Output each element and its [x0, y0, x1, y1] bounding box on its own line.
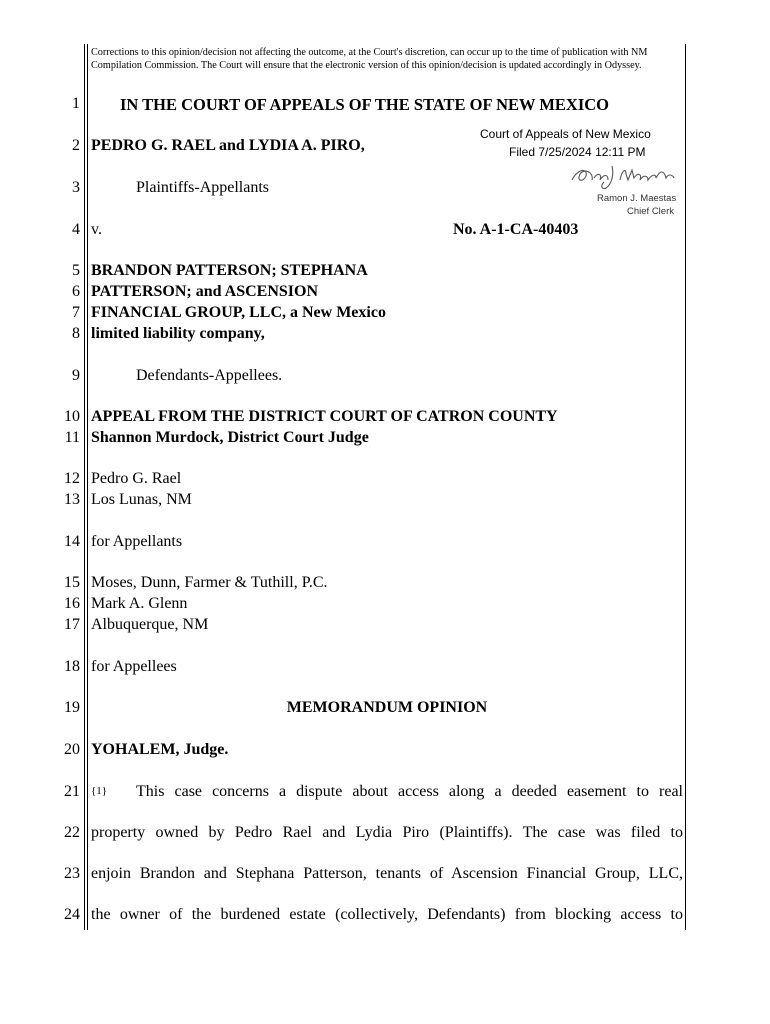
defendants-line: PATTERSON; and ASCENSION [91, 283, 319, 300]
line-number: 20 [64, 741, 80, 758]
opinion-heading: MEMORANDUM OPINION [286, 699, 488, 716]
appellee-counsel-attorney: Mark A. Glenn [91, 595, 188, 612]
line-number: 9 [72, 367, 80, 384]
clerk-title: Chief Clerk [627, 206, 674, 217]
defendants-line: limited liability company, [91, 325, 265, 342]
line-number: 18 [64, 658, 80, 675]
district-judge-line: Shannon Murdock, District Court Judge [91, 429, 369, 446]
left-margin-rule-inner [87, 44, 88, 930]
line-number: 4 [72, 221, 80, 238]
appellee-counsel-city: Albuquerque, NM [91, 616, 209, 633]
line-number: 14 [64, 533, 80, 550]
line-number: 13 [64, 491, 80, 508]
opinion-text-line: the owner of the burdened estate (collectively, Defendants) from blocking access to [91, 906, 683, 923]
opinion-text-line: enjoin Brandon and Stephana Patterson, tenants of Ascension Financial Group, LLC, [91, 865, 683, 882]
defendants-role: Defendants-Appellees. [136, 367, 283, 384]
line-number: 12 [64, 470, 80, 487]
line-number: 15 [64, 574, 80, 591]
line-number: 16 [64, 595, 80, 612]
line-number: 8 [72, 325, 80, 342]
line-number: 21 [64, 783, 80, 800]
line-number: 11 [64, 429, 80, 446]
line-number: 19 [64, 699, 80, 716]
plaintiffs-role: Plaintiffs-Appellants [136, 179, 270, 196]
appellants-label: for Appellants [91, 533, 183, 550]
defendants-line: BRANDON PATTERSON; STEPHANA [91, 262, 368, 279]
clerk-signature-image [568, 160, 678, 192]
court-title: IN THE COURT OF APPEALS OF THE STATE OF NEW MEXICO [120, 95, 610, 114]
line-number: 17 [64, 616, 80, 633]
appellant-counsel-city: Los Lunas, NM [91, 491, 192, 508]
filing-stamp-court: Court of Appeals of New Mexico [480, 127, 651, 141]
line-number: 1 [72, 95, 80, 112]
line-number: 3 [72, 179, 80, 196]
line-number: 22 [64, 824, 80, 841]
line-number: 7 [72, 304, 80, 321]
case-number: No. A-1-CA-40403 [453, 221, 579, 238]
appellee-counsel-firm: Moses, Dunn, Farmer & Tuthill, P.C. [91, 574, 328, 591]
defendants-line: FINANCIAL GROUP, LLC, a New Mexico [91, 304, 386, 321]
left-margin-rule [84, 44, 85, 930]
opinion-text-line: property owned by Pedro Rael and Lydia Piro (Plaintiffs). The case was filed to [91, 824, 683, 841]
versus: v. [91, 221, 102, 238]
paragraph-marker: {1} [91, 785, 108, 797]
corrections-notice: Corrections to this opinion/decision not affecting the outcome, at the Court's discretion, can occur up to the time of publication with NM Compilation Commission. The Court will ensure that the electronic version of this opinion/decision is updated accordingly in Odyssey. [91, 47, 648, 71]
line-number: 23 [64, 865, 80, 882]
right-margin-rule [685, 44, 686, 930]
appellees-label: for Appellees [91, 658, 177, 675]
line-number: 24 [64, 906, 80, 923]
line-number: 5 [72, 262, 80, 279]
line-number: 2 [72, 137, 80, 154]
opinion-text-line: This case concerns a dispute about access along a deeded easement to real [136, 783, 683, 800]
plaintiffs-names: PEDRO G. RAEL and LYDIA A. PIRO, [91, 137, 365, 154]
line-number: 10 [64, 408, 80, 425]
appeal-court-line: APPEAL FROM THE DISTRICT COURT OF CATRON COUNTY [91, 408, 558, 425]
filing-stamp-date: Filed 7/25/2024 12:11 PM [509, 145, 646, 159]
clerk-name: Ramon J. Maestas [597, 193, 677, 204]
line-number: 6 [72, 283, 80, 300]
appellant-counsel-name: Pedro G. Rael [91, 470, 182, 487]
opinion-author: YOHALEM, Judge. [91, 741, 229, 758]
